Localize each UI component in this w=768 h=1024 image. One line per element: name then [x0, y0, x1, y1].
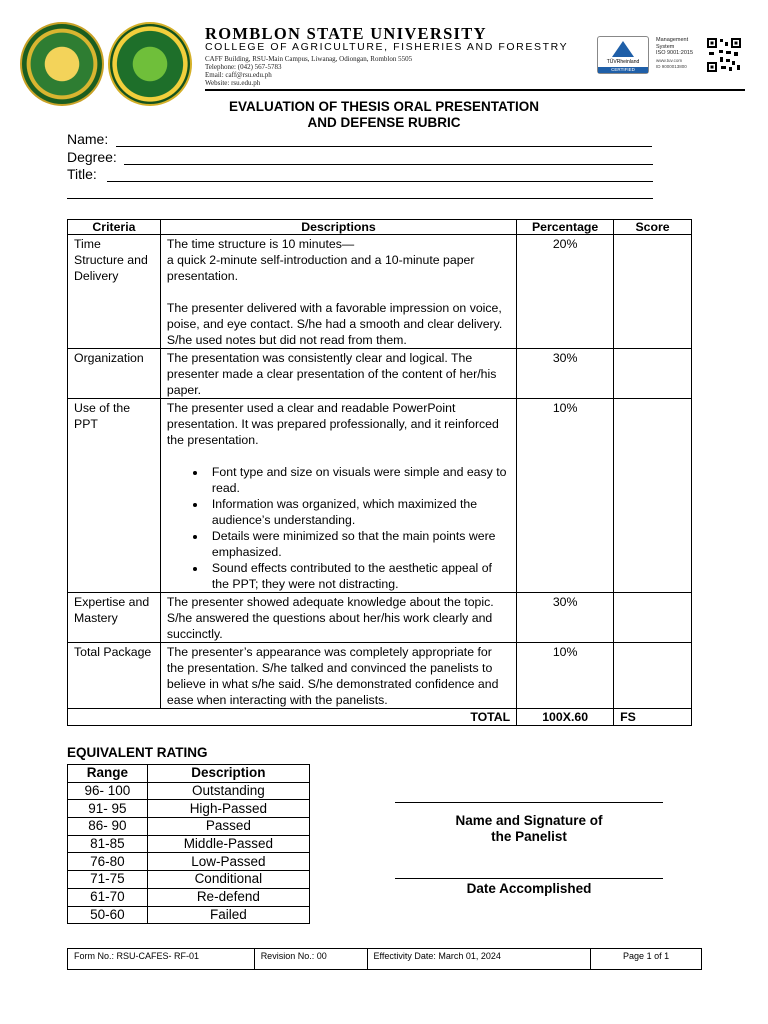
range-cell: 91- 95 [68, 800, 148, 818]
mgmt-line: Management [656, 37, 689, 43]
college-address [205, 55, 412, 87]
university-seal-logo [20, 22, 104, 106]
table-row [68, 593, 692, 643]
college-seal-logo [108, 22, 192, 106]
equivalent-rating-table [67, 764, 310, 924]
percentage-header: Percentage [517, 220, 614, 235]
range-cell: 86- 90 [68, 818, 148, 836]
total-score: FS [614, 709, 692, 726]
tuv-triangle-icon [612, 41, 634, 57]
tuv-certification-logo [597, 36, 649, 74]
description-text: The presenter used a clear and readable PowerPoint presentation. It was prepared professionally, and it reinforced the presentation. [166, 401, 499, 447]
range-cell: 50-60 [68, 906, 148, 924]
rating-description-cell: Passed [147, 818, 309, 836]
table-row [68, 399, 692, 593]
signature-label-line2: the Panelist [491, 829, 567, 844]
table-row [68, 643, 692, 709]
university-name: ROMBLON STATE UNIVERSITY [205, 24, 487, 43]
description-cell: The presentation was consistently clear and logical. The presenter made a clear presentation of the content of her/his paper. [160, 349, 516, 399]
email-line: Email: caff@rsu.edu.ph [205, 71, 272, 79]
criteria-cell: Total Package [68, 643, 161, 709]
score-header: Score [614, 220, 692, 235]
website-line: Website: rsu.edu.ph [205, 79, 261, 87]
range-cell: 76-80 [68, 853, 148, 871]
management-system-label [656, 37, 693, 57]
table-row [68, 782, 310, 800]
description-text: a quick 2-minute self-introduction and a 10-minute paper presentation. [166, 253, 475, 283]
ppt-bullet-list [167, 464, 510, 592]
list-item: • Information was organized, which maximized the audience’s understanding. [207, 496, 510, 528]
range-cell: 96- 100 [68, 782, 148, 800]
rating-description-cell: Middle-Passed [147, 835, 309, 853]
name-label: Name: [67, 131, 109, 147]
college-name: COLLEGE OF AGRICULTURE, FISHERIES AND FORESTRY [205, 41, 569, 53]
revision-number: Revision No.: 00 [254, 949, 367, 970]
score-cell[interactable] [614, 593, 692, 643]
cert-text: TÜVRheinland [606, 59, 640, 65]
score-cell[interactable] [614, 643, 692, 709]
form-number: Form No.: RSU-CAFES- RF-01 [68, 949, 255, 970]
percentage-cell: 20% [517, 235, 614, 349]
range-cell: 71-75 [68, 871, 148, 889]
percentage-cell: 30% [517, 593, 614, 643]
range-cell: 81-85 [68, 835, 148, 853]
rubric-table [67, 219, 692, 726]
table-row [68, 906, 310, 924]
table-row [68, 871, 310, 889]
qr-code-icon [706, 37, 742, 73]
score-cell[interactable] [614, 399, 692, 593]
description-cell: The presenter’s appearance was completely appropriate for the presentation. S/he talked and convinced the panelists to believe in what s/he said. S/he demonstrated confidence and ease when interacting with the panelists. [160, 643, 516, 709]
rating-description-cell: Re-defend [147, 888, 309, 906]
rating-description-cell: Conditional [147, 871, 309, 889]
criteria-cell: Organization [68, 349, 161, 399]
table-row [68, 800, 310, 818]
header-divider [205, 89, 745, 91]
title-label: Title: [67, 166, 97, 182]
percentage-cell: 30% [517, 349, 614, 399]
rating-description-cell: Outstanding [147, 782, 309, 800]
table-row [68, 349, 692, 399]
footer-row [68, 949, 702, 970]
total-value: 100X.60 [517, 709, 614, 726]
mgmt-line: ISO 9001:2015 [656, 50, 694, 56]
table-row [68, 853, 310, 871]
description-text: The presenter delivered with a favorable impression on voice, poise, and eye contact. S/he had a smooth and clear delivery. S/he used notes but did not read from them. [166, 301, 503, 347]
effectivity-date: Effectivity Date: March 01, 2024 [367, 949, 591, 970]
score-cell[interactable] [614, 349, 692, 399]
score-cell[interactable] [614, 235, 692, 349]
equivalent-rating-heading: EQUIVALENT RATING [67, 745, 208, 760]
criteria-cell: Use of the PPT [68, 399, 161, 593]
page-number: Page 1 of 1 [591, 949, 702, 970]
title-field-line-2[interactable] [67, 198, 653, 199]
address-line: CAFF Building, RSU-Main Campus, Liwanag, Odiongan, Romblon 5505 [205, 55, 413, 63]
cert-small-line: ID 9000013800 [656, 63, 687, 69]
date-accomplished-label: Date Accomplished [466, 881, 592, 896]
form-title-line1: EVALUATION OF THESIS ORAL PRESENTATION [228, 99, 539, 114]
criteria-cell: Time Structure and Delivery [68, 235, 161, 349]
description-cell: The presenter showed adequate knowledge about the topic. S/he answered the questions about her/his work clearly and succinctly. [160, 593, 516, 643]
date-line[interactable] [395, 878, 663, 879]
descriptions-header: Descriptions [160, 220, 516, 235]
signature-line[interactable] [395, 802, 663, 803]
range-header: Range [68, 765, 148, 783]
list-item: • Details were minimized so that the main points were emphasized. [207, 528, 510, 560]
form-title-line2: AND DEFENSE RUBRIC [307, 115, 461, 130]
list-item: • Font type and size on visuals were simple and easy to read. [207, 464, 510, 496]
degree-label: Degree: [67, 149, 117, 165]
description-cell [160, 235, 516, 349]
name-field-line[interactable] [116, 146, 652, 147]
table-row [68, 818, 310, 836]
rating-description-cell: Failed [147, 906, 309, 924]
signature-label-line1: Name and Signature of [455, 813, 603, 828]
percentage-cell: 10% [517, 643, 614, 709]
degree-field-line[interactable] [124, 164, 653, 165]
total-label: TOTAL [68, 709, 517, 726]
description-cell [160, 399, 516, 593]
criteria-header: Criteria [68, 220, 161, 235]
list-item: • Sound effects contributed to the aesthetic appeal of the PPT; they were not distracting. [207, 560, 510, 592]
cert-bar: CERTIFIED [598, 67, 648, 73]
range-cell: 61-70 [68, 888, 148, 906]
description-header: Description [147, 765, 309, 783]
telephone-line: Telephone: (042) 567-5783 [205, 63, 282, 71]
criteria-cell: Expertise and Mastery [68, 593, 161, 643]
mgmt-line: System [656, 43, 675, 50]
table-row [68, 888, 310, 906]
cert-small-line: www.tuv.com [656, 58, 683, 63]
description-text: The time structure is 10 minutes— [166, 237, 355, 251]
table-row [68, 235, 692, 349]
total-row [68, 709, 692, 726]
rating-header-row [68, 765, 310, 783]
form-footer [67, 948, 702, 970]
rubric-header-row [68, 220, 692, 235]
rating-description-cell: High-Passed [147, 800, 309, 818]
table-row [68, 835, 310, 853]
percentage-cell: 10% [517, 399, 614, 593]
title-field-line[interactable] [107, 181, 653, 182]
rating-description-cell: Low-Passed [147, 853, 309, 871]
cert-small-text [656, 58, 687, 69]
